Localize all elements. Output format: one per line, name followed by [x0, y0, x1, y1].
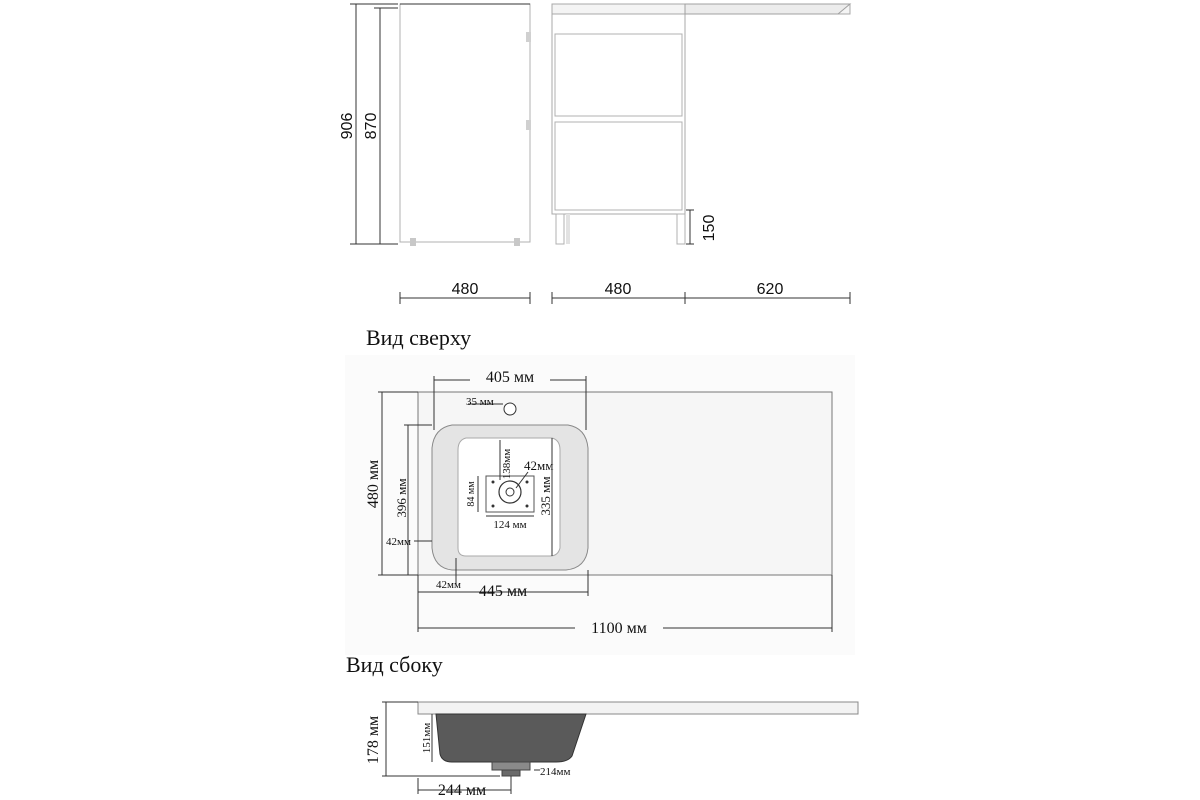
- cabinet-side-leg: [410, 238, 416, 246]
- dim-drain-offset: 138мм: [501, 448, 513, 480]
- dim-length-total: 1100 мм: [591, 620, 647, 637]
- cabinet-views: [339, 4, 850, 304]
- dim-bottom-margin: 42мм: [436, 579, 461, 591]
- dim-plate-w: 124 мм: [493, 519, 527, 531]
- dim-906: 906: [339, 112, 356, 140]
- cabinet-side-leg: [514, 238, 520, 246]
- cabinet-side: [400, 4, 530, 242]
- dim-drain-diameter: 42мм: [524, 458, 554, 473]
- dim-side-height: 178 мм: [365, 715, 382, 765]
- cabinet-leg-shadow: [566, 214, 570, 244]
- top-view-title: Вид сверху: [366, 325, 472, 350]
- tap-hole: [504, 403, 516, 415]
- dim-bowl-width-outer: 445 мм: [478, 583, 528, 600]
- dim-side-bowl-depth: 151мм: [421, 722, 433, 754]
- dim-480-side: 480: [451, 281, 479, 298]
- dim-620: 620: [756, 281, 784, 298]
- dim-bowl-depth: 396 мм: [394, 478, 409, 518]
- dim-150: 150: [701, 214, 718, 242]
- dim-depth-total: 480 мм: [365, 459, 382, 509]
- bowl-side: [436, 714, 586, 762]
- side-view-title: Вид сбоку: [346, 652, 443, 677]
- dim-480-front: 480: [604, 281, 632, 298]
- dim-side-drain: 214мм: [540, 766, 571, 778]
- top-view: [345, 325, 855, 655]
- countertop-side: [418, 702, 858, 714]
- dim-inner-depth: 335 мм: [538, 476, 553, 516]
- cabinet-side-handle-bottom: [526, 120, 531, 130]
- dim-left-margin: 42мм: [386, 536, 411, 548]
- cabinet-side-handle-top: [526, 32, 531, 42]
- dim-side-offset: 244 мм: [437, 782, 487, 799]
- cabinet-leg: [556, 214, 564, 244]
- dim-870: 870: [363, 112, 380, 140]
- drawer-top: [555, 34, 682, 116]
- drain-side: [492, 762, 530, 770]
- countertop-end: [685, 4, 850, 14]
- dim-bowl-width-top: 405 мм: [485, 369, 535, 386]
- drawer-bottom: [555, 122, 682, 210]
- side-view: [346, 652, 858, 799]
- dim-tap-hole: 35 мм: [466, 396, 494, 408]
- dim-plate-h: 84 мм: [466, 481, 477, 507]
- drain-inner: [506, 488, 514, 496]
- cabinet-leg: [677, 214, 685, 244]
